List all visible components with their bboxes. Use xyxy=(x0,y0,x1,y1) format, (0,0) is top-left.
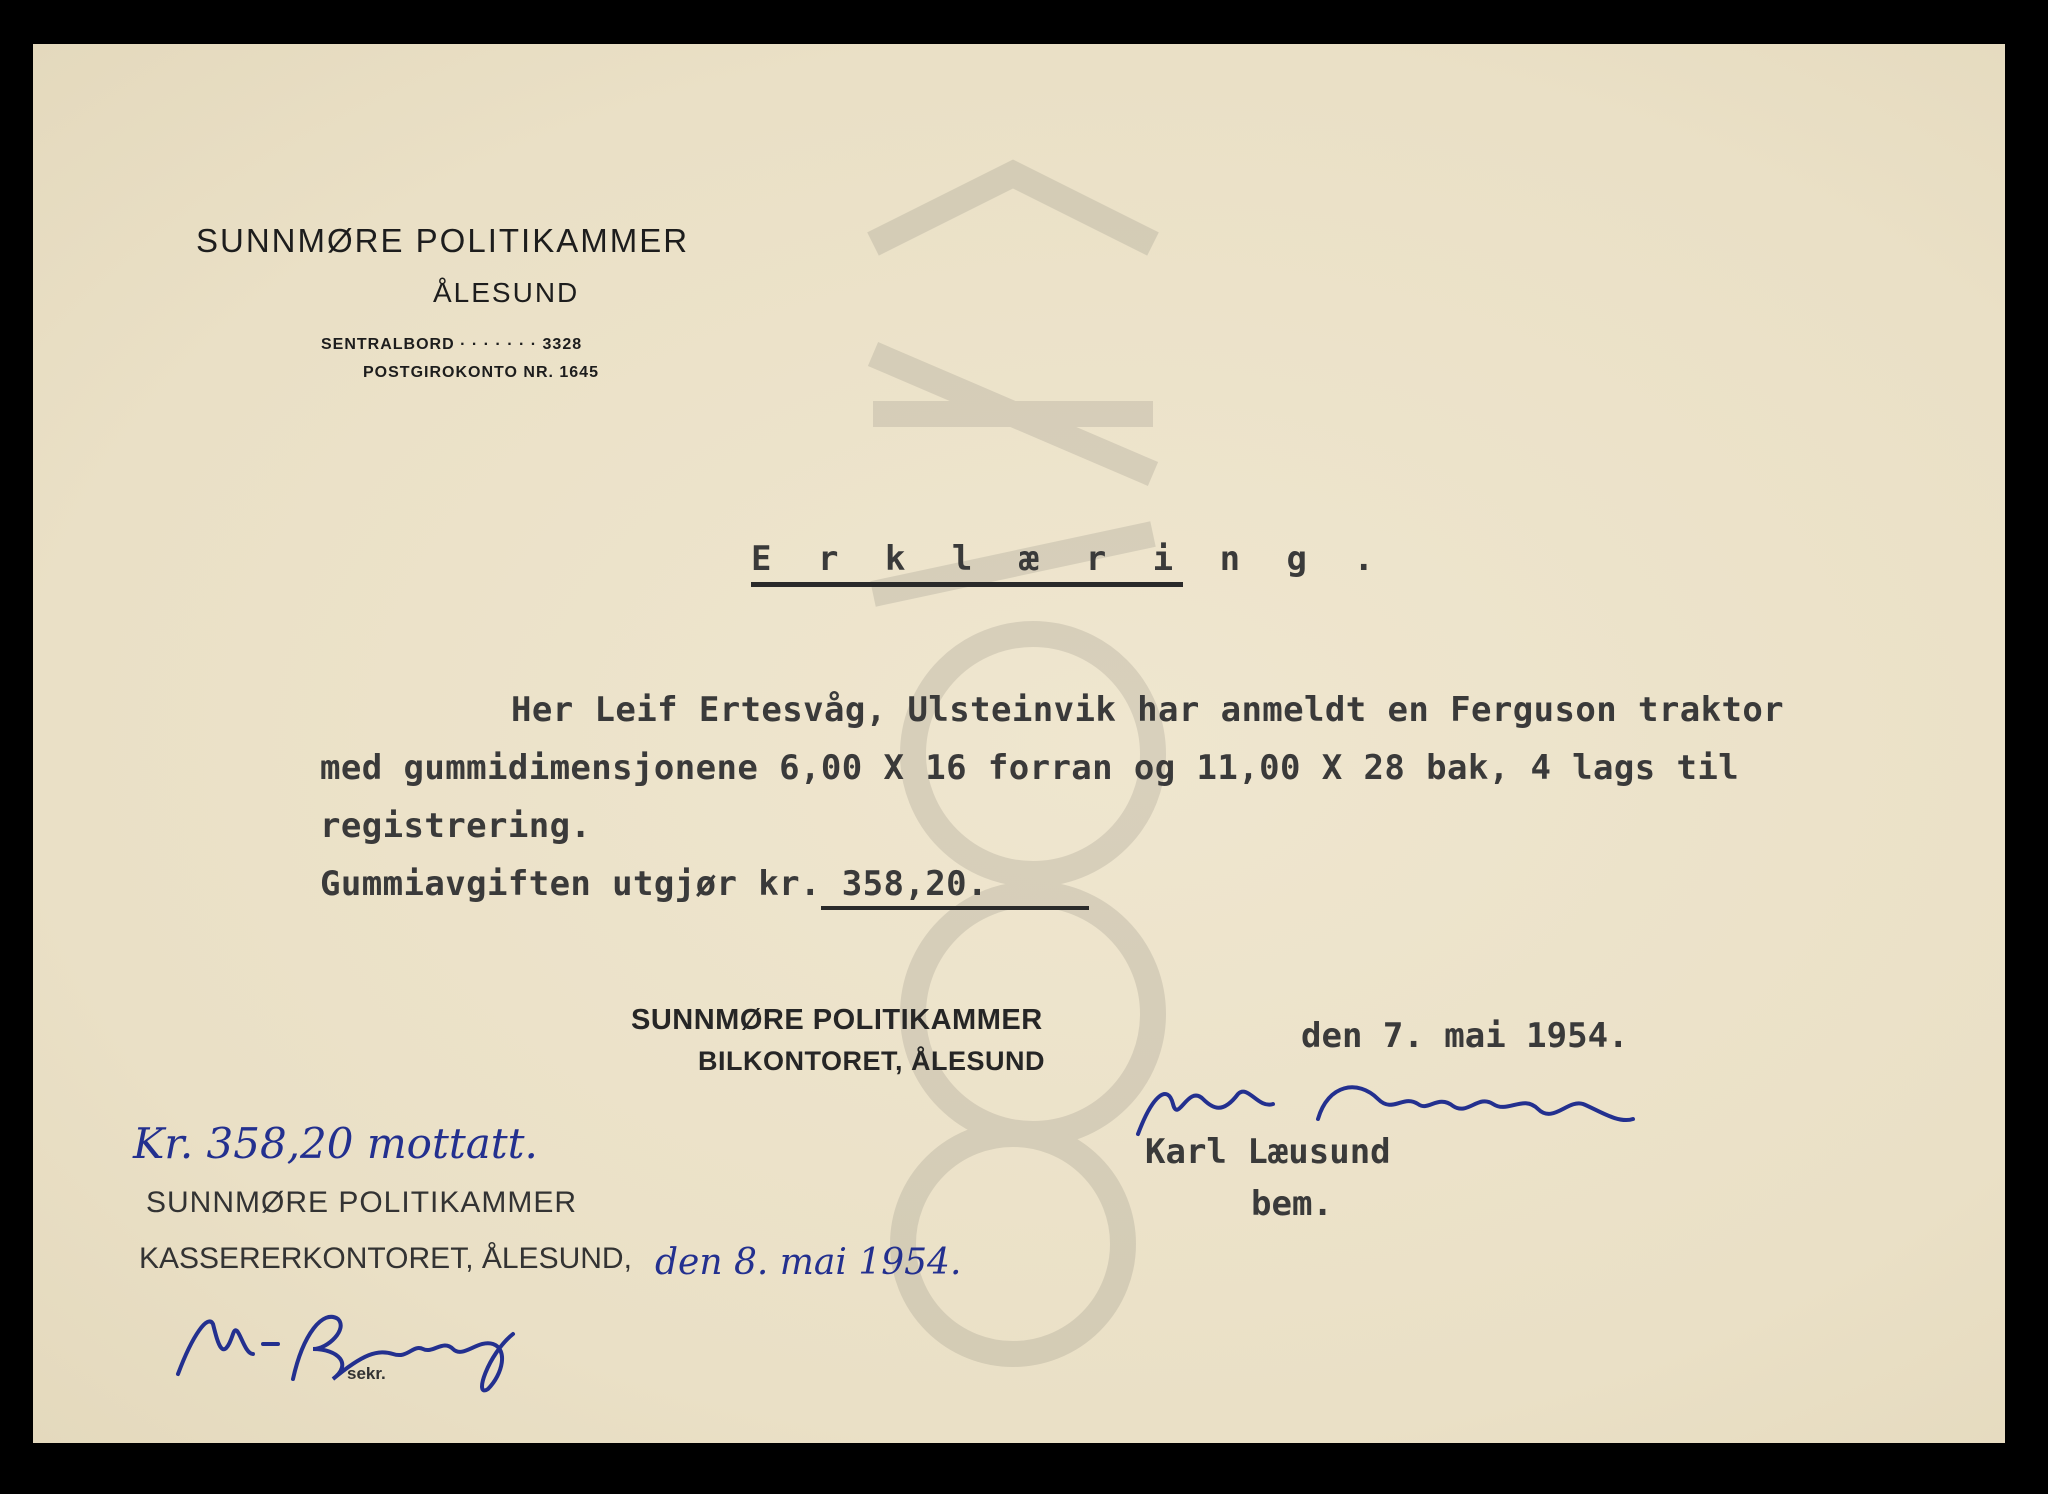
kasserer-stamp-line1: SUNNMØRE POLITIKAMMER xyxy=(146,1186,578,1219)
handwritten-date: den 8. mai 1954. xyxy=(655,1242,962,1283)
body-line-2: med gummidimensjonene 6,00 X 16 forran og 11,00 X 28 bak, 4 lags til xyxy=(320,748,1740,788)
body-line-4: Gummiavgiften utgjør kr. 358,20. xyxy=(320,864,988,904)
signer-name: Karl Læusund xyxy=(1145,1132,1391,1172)
show-through-watermark xyxy=(813,114,1253,1494)
signature-behrens xyxy=(163,1294,553,1404)
letterhead-giro: POSTGIROKONTO NR. 1645 xyxy=(363,364,599,381)
signer-title: bem. xyxy=(1251,1184,1333,1224)
body-line-3: registrering. xyxy=(320,806,592,846)
letterhead-city: ÅLESUND xyxy=(433,277,580,308)
document-paper xyxy=(33,44,2005,1443)
handwritten-received-note: Kr. 358,20 mottatt. xyxy=(133,1119,538,1168)
letterhead-phone: SENTRALBORD · · · · · · · 3328 xyxy=(321,336,583,353)
bilkontor-stamp-line1: SUNNMØRE POLITIKAMMER xyxy=(631,1004,1043,1036)
document-date: den 7. mai 1954. xyxy=(1301,1016,1629,1056)
signature-title-sekr: sekr. xyxy=(347,1364,386,1383)
letterhead-org: SUNNMØRE POLITIKAMMER xyxy=(196,222,690,259)
title-underline xyxy=(751,582,1183,587)
kasserer-stamp-line2: KASSERERKONTORET, ÅLESUND, xyxy=(139,1242,632,1275)
body-line-1: Her Leif Ertesvåg, Ulsteinvik har anmeldt en Ferguson traktor xyxy=(511,690,1785,730)
document-title: E r k l æ r i n g . xyxy=(751,539,1387,579)
amount-underline xyxy=(821,906,1089,910)
bilkontor-stamp-line2: BILKONTORET, ÅLESUND xyxy=(698,1046,1046,1076)
